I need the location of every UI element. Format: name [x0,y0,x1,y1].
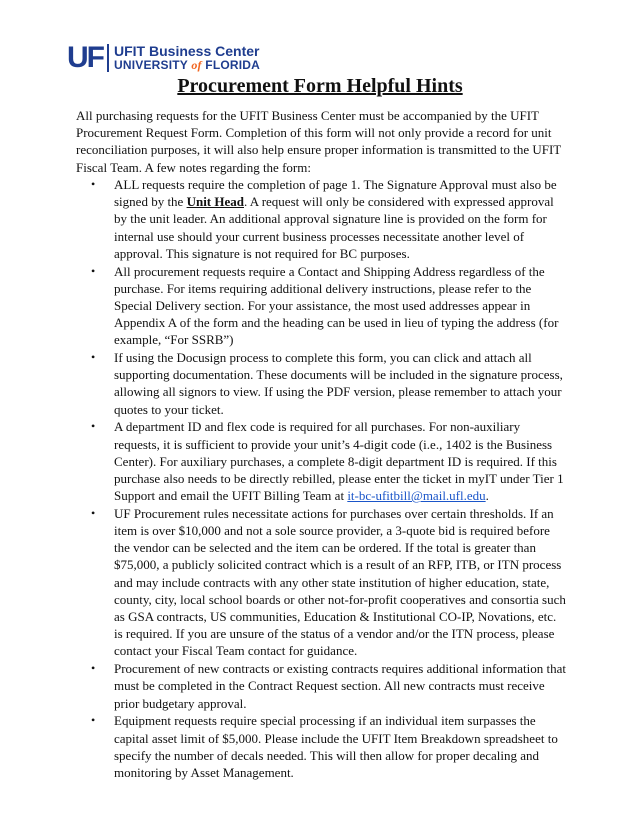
list-item: • Equipment requests require special processing if an individual item surpasses the capital asset limit of $5,000. Please include the UFIT Item Breakdown spreadsheet to specify the number of decals needed. This will then allow for proper decaling and monitoring by Asset Management. [91,713,558,780]
list-item: • Procurement of new contracts or existing contracts requires additional information that must be completed in the Contract Request section. All new contracts must receive prior budgetary approval. [91,661,566,711]
list-item: • If using the Docusign process to complete this form, you can click and attach all supporting documentation. These documents will be included in the signature process, allowing all signors to view. If using the PDF version, please remember to attach your quotes to your ticket. [91,350,563,417]
intro-paragraph: All purchasing requests for the UFIT Business Center must be accompanied by the UFIT Procurement Request Form. Completion of this form will not only provide a record for unit reconciliation purposes, it will also help ensure proper information is transmitted to the UFIT Fiscal Team. A few notes regarding the form: [76,108,561,175]
bullet-icon: • [91,661,96,676]
bullet-icon: • [91,419,96,434]
university-name: UNIVERSITY of FLORIDA [114,58,261,72]
unit-head-emphasis: Unit Head [186,194,244,210]
page-title: Procurement Form Helpful Hints [177,75,463,97]
bullet-icon: • [91,350,96,365]
hints-list [76,176,566,782]
bullet-icon: • [91,177,96,191]
list-item: • All procurement requests require a Contact and Shipping Address regardless of the purchase. For items requiring additional delivery instructions, please refer to the Special Delivery section. For your assistance, the most used addresses appear in Appendix A of the form and the heading can be used in lieu of typing the address (for example, “For SSRB”) [91,263,559,348]
list-item: • UF Procurement rules necessitate actions for purchases over certain thresholds. If an item is over $10,000 and not a sole source provider, a 3-quote bid is required before the vendor can be selected and the item can be ordered. If the total is greater than $75,000, a publicly solicited contract which is a result of an RFP, ITB, or ITN process and may include contracts with any other state institution of higher education, state, county, city, local school boards or other not-for-profit cooperatives and consortia such as GSA contracts, US communities, Education & Institutional CO-IP, Novations, etc. is required. If you are unsure of the status of a vendor and/or the ITN process, please contact your Fiscal Team contact for guidance. [91,505,566,659]
list-item: • A department ID and flex code is required for all purchases. For non-auxiliary requests, it is sufficient to provide your unit’s 4-digit code (i.e., 1402 is the Business Center). For auxiliary purchases, a complete 8-digit department ID is required. If this purchase also needs to be directly rebilled, please enter the ticket in myIT under Tier 1 Support and email the UFIT Billing Team at it-bc-ufitbill@mail.ufl.edu. [91,419,564,504]
uf-logo-mark: UF [67,41,103,74]
bullet-icon: • [91,263,96,278]
billing-email-link[interactable]: it-bc-ufitbill@mail.ufl.edu [347,488,486,504]
bullet-icon: • [91,713,96,728]
logo-divider [107,44,109,72]
bullet-icon: • [91,505,96,520]
org-name: UFIT Business Center [114,43,260,59]
list-item: • ALL requests require the completion of page 1. The Signature Approval must also be signed by the Unit Head. A request will only be considered with expressed approval by the unit leader. An additional approval signature line is provided on the form for internal use should your current business processes necessitate another level of approval. This signature is not required for BC purposes. [91,177,557,261]
